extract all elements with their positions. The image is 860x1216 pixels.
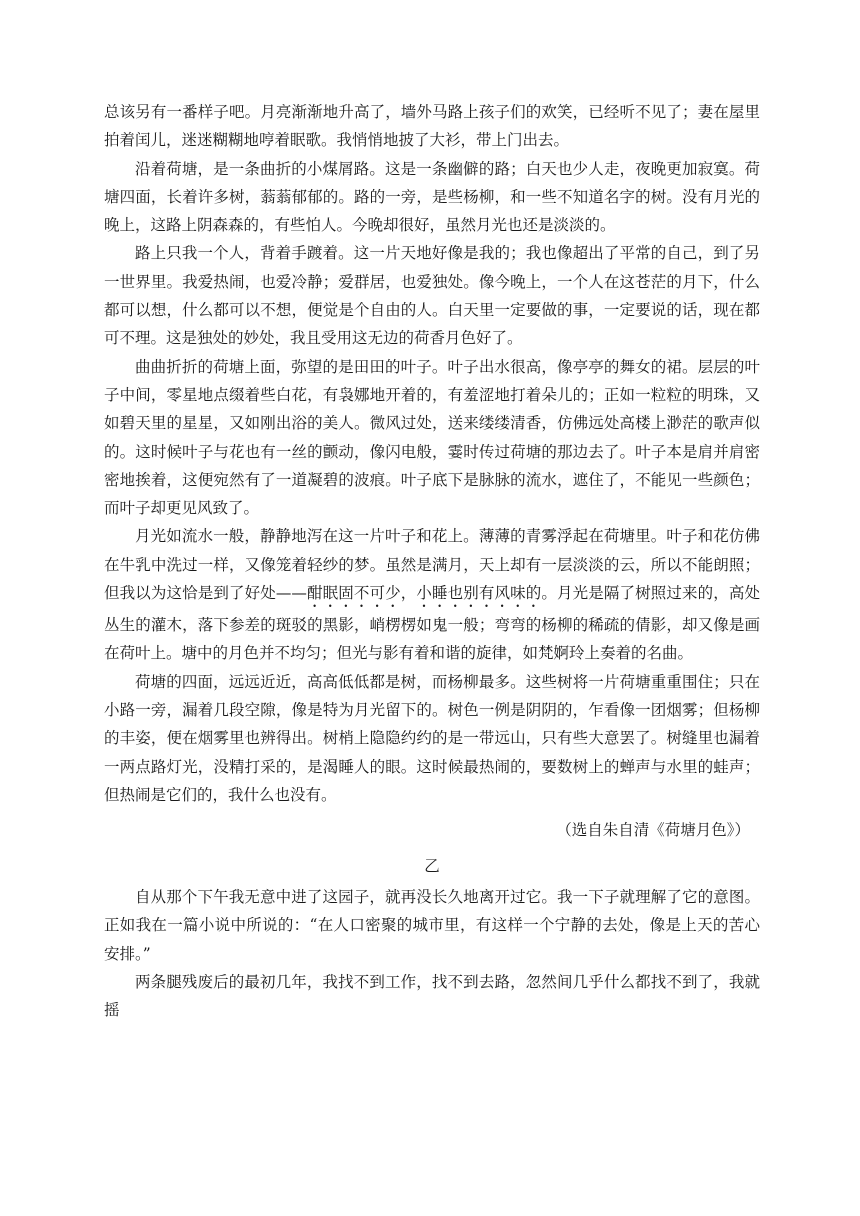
jia-paragraph-1: 总该另有一番样子吧。月亮渐渐地升高了，墙外马路上孩子们的欢笑，已经听不见了；妻在屋里拍着闰儿，迷迷糊糊地哼着眠歌。我悄悄地披了大衫，带上门出去。 [104,103,760,150]
jia-paragraph-5 [104,522,760,667]
jia-paragraph-4: 曲曲折折的荷塘上面，弥望的是田田的叶子。叶子出水很高，像亭亭的舞女的裙。层层的叶子中间，零星地点缀着些白花，有袅娜地开着的，有羞涩地打着朵儿的；正如一粒粒的明珠，又如碧天里的星星，又如刚出浴的美人。微风过处，送来缕缕清香，仿佛远处高楼上渺茫的歌声似的。这时候叶子与花也有一丝的颤动，像闪电般，霎时传过荷塘的那边去了。叶子本是肩并肩密密地挨着，这便宛然有了一道凝碧的波痕。叶子底下是脉脉的流水，遮住了，不能见一些颜色；而叶子却更见风致了。 [104,357,760,518]
document-page [104,98,760,1025]
jia-paragraph-2: 沿着荷塘，是一条曲折的小煤屑路。这是一条幽僻的路；白天也少人走，夜晚更加寂寞。荷塘四面，长着许多树，蓊蓊郁郁的。路的一旁，是些杨柳，和一些不知道名字的树。没有月光的晚上，这路上阴森森的，有些怕人。今晚却很好，虽然月光也还是淡淡的。 [104,159,760,235]
jia-paragraph-3: 路上只我一个人，背着手踱着。这一片天地好像是我的；我也像超出了平常的自己，到了另一世界里。我爱热闹，也爱冷静；爱群居，也爱独处。像今晚上，一个人在这苍茫的月下，什么都可以想，什么都可以不想，便觉是个自由的人。白天里一定要做的事，一定要说的话，现在都可不理。这是独处的妙处，我且受用这无边的荷香月色好了。 [104,244,760,348]
jia-paragraph-6: 荷塘的四面，远远近近，高高低低都是树，而杨柳最多。这些树将一片荷塘重重围住；只在小路一旁，漏着几段空隙，像是特为月光留下的。树色一例是阴阴的，乍看像一团烟雾；但杨柳的丰姿，便在烟雾里也辨得出。树梢上隐隐约约的是一带远山，只有些大意罢了。树缝里也漏着一两点路灯光，没精打采的，是渴睡人的眼。这时候最热闹的，要数树上的蝉声与水里的蛙声；但热闹是它们的，我什么也没有。 [104,672,760,804]
yi-paragraph-2: 两条腿残废后的最初几年，我找不到工作，找不到去路，忽然间几乎什么都找不到了，我就摇 [104,973,760,1020]
yi-paragraph-1: 自从那个下午我无意中进了这园子，就再没长久地离开过它。我一下子就理解了它的意图。正如我在一篇小说中所说的：“在人口密聚的城市里，有这样一个宁静的去处，像是上天的苦心安排。” [104,888,760,963]
jia-paragraph-5-after: 。月光是隔了树照过来的，高处丛生的灌木，落下参差的斑驳的黑影，峭楞楞如鬼一般；弯弯的杨柳的稀疏的倩影，却又像是画在荷叶上。塘中的月色并不均匀；但光与影有着和谐的旋律，如梵婀玲上奏着的名曲。 [104,584,760,663]
emphasized-sentence: 酣眠固不可少，小睡也别有风味的 [306,584,542,603]
jia-paragraph-5-before: 月光如流水一般，静静地泻在这一片叶子和花上。薄薄的青雾浮起在荷塘里。叶子和花仿佛在牛乳中洗过一样，又像笼着轻纱的梦。虽然是满月，天上却有一层淡淡的云，所以不能朗照；但我以为这恰是到了好处—— [104,527,760,603]
section-heading-yi: 乙 [424,857,440,876]
source-citation: （选自朱自清《荷塘月色》） [556,821,750,840]
